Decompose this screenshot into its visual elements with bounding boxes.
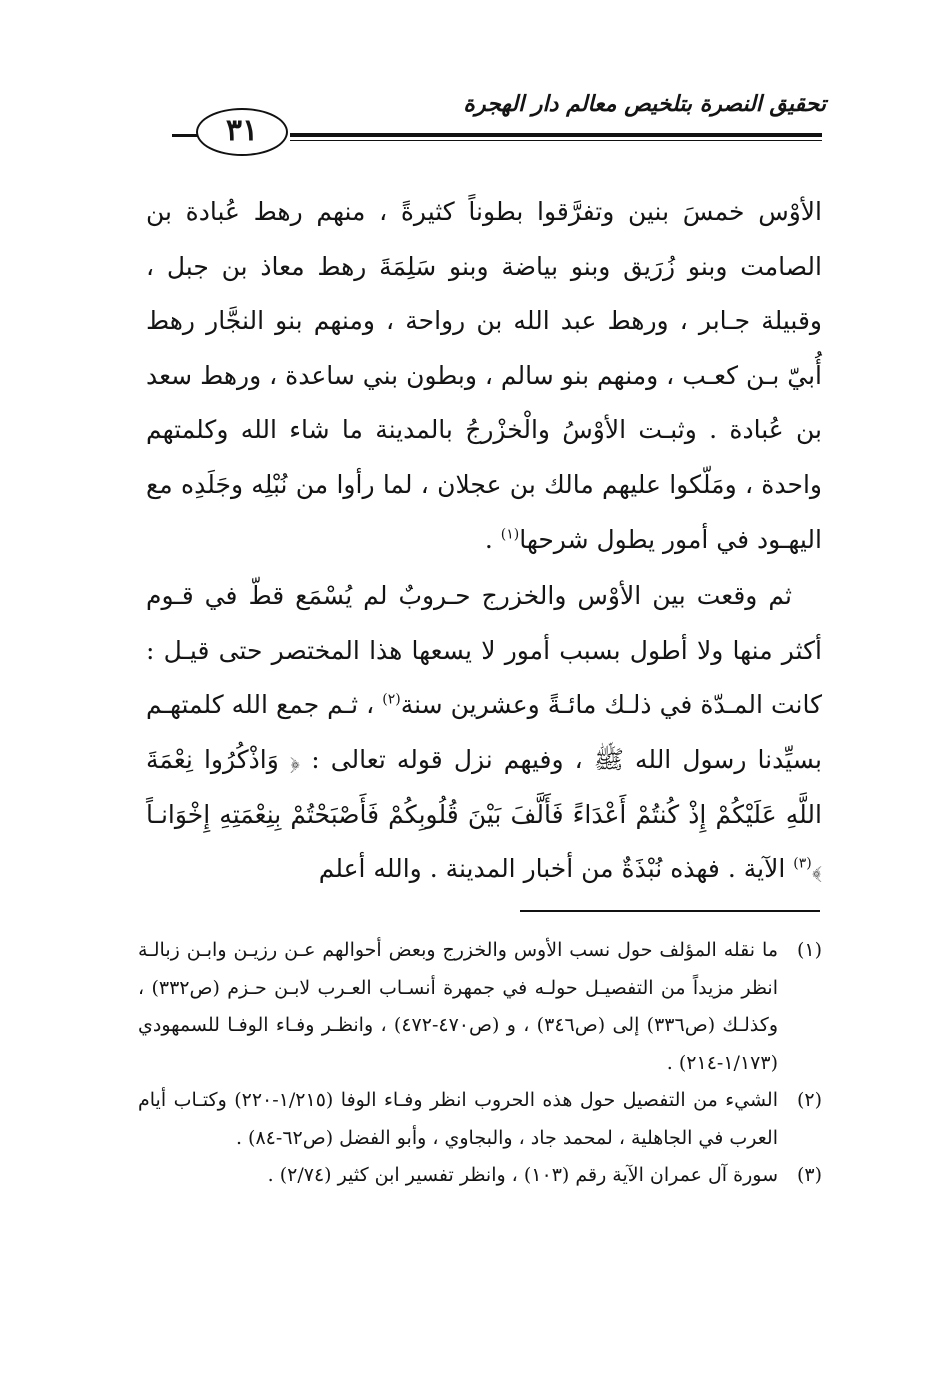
footnote-mark: (٣) — [796, 1164, 822, 1186]
footnote-mark: (١) — [796, 939, 822, 961]
footnote-text: الشيء من التفصيل حول هذه الحروب انظر وفـاء الوفا (١/٢١٥-٢٢٠) وكتـاب أيام العرب في الجاهلية ، لمحمد جاد ، والبجاوي ، وأبو الفضل (ص٦٢-٨٤) . — [138, 1089, 778, 1149]
footnote — [138, 932, 822, 1082]
footnote — [138, 1082, 822, 1157]
paragraph-text: الآية . فهذه نُبْذَةٌ من أخبار المدينة . والله أعلم — [318, 854, 794, 884]
paragraph-text: ثم وقعت بين الأوْس والخزرج حـروبٌ لم يُسْمَع قطّ في قـوم أكثر منها ولا أطول بسبب أمور لا يسعها هذا المختصر حتى قيـل : كانت المـدّة في ذلـك مائـةً وعشرين سنة — [146, 581, 822, 720]
page-header — [0, 0, 944, 160]
footnote-mark: (٢) — [796, 1089, 822, 1111]
page-number: ٣١ — [225, 113, 259, 148]
footnote-text: ما نقله المؤلف حول نسب الأوس والخزرج وبعض أحوالهم عـن رزيـن وابـن زبالـة انظر مزيداً من التفصيـل حولـه في جمهرة أنسـاب العـرب لابـن حـزم (ص٣٣٢) ، وكذلـك (ص٣٣٦) إلى (ص٣٤٦) ، و (ص٤٧٠-٤٧٢) ، وانظـر وفـاء الوفـا للسمهودي (١/١٧٣-٢١٤) . — [138, 939, 778, 1074]
footnote-separator — [520, 910, 820, 912]
paragraph-text: ، ثـم جمع الله كلمتهـم بسيِّدنا رسول الله ﷺ ، وفيهم نزل قوله تعالى : ﴿ وَاذْكُرُوا نِعْمَةَ اللَّهِ عَلَيْكُمْ إِذْ كُنتُمْ أَعْدَاءً فَأَلَّفَ بَيْنَ قُلُوبِكُمْ فَأَصْبَحْتُمْ بِنِعْمَتِهِ إِخْوَانـاً ﴾ — [146, 690, 822, 884]
running-title: تحقيق النصرة بتلخيص معالم دار الهجرة — [463, 91, 826, 117]
footnote-ref: (١) — [500, 526, 520, 543]
footnote-text: سورة آل عمران الآية رقم (١٠٣) ، وانظر تفسير ابن كثير (٢/٧٤) . — [267, 1164, 778, 1186]
paragraph — [146, 569, 822, 897]
main-text — [146, 185, 822, 897]
header-rule — [290, 133, 822, 137]
paragraph-text: . — [484, 524, 501, 554]
paragraph-text: الأوْس خمسَ بنين وتفرَّقوا بطوناً كثيرةً ، منهم رهط عُبادة بن الصامت وبنو زُرَيق وبنو بياضة وبنو سَلِمَةَ رهط معاذ بن جبل ، وقبيلة جـابر ، ورهط عبد الله بن رواحة ، ومنهم بنو النجَّار رهط أُبيّ بـن كعـب ، ومنهم بنو سالم ، وبطون بني ساعدة ، ورهط سعد بن عُبادة . وثبـت الأوْسُ والْخزْرجُ بالمدينة ما شاء الله وكلمتهم واحدة ، ومَلّكوا عليهم مالك بن عجلان ، لما رأوا من نُبْلِه وجَلَدِه مع اليهـود في أمور يطول شرحها — [146, 197, 822, 554]
footnote-ref: (٢) — [382, 692, 401, 709]
header-rule-thin — [290, 140, 822, 141]
footnotes — [138, 932, 822, 1195]
footnote-ref: (٣) — [793, 855, 812, 872]
paragraph — [146, 185, 822, 567]
footnote — [138, 1157, 822, 1195]
